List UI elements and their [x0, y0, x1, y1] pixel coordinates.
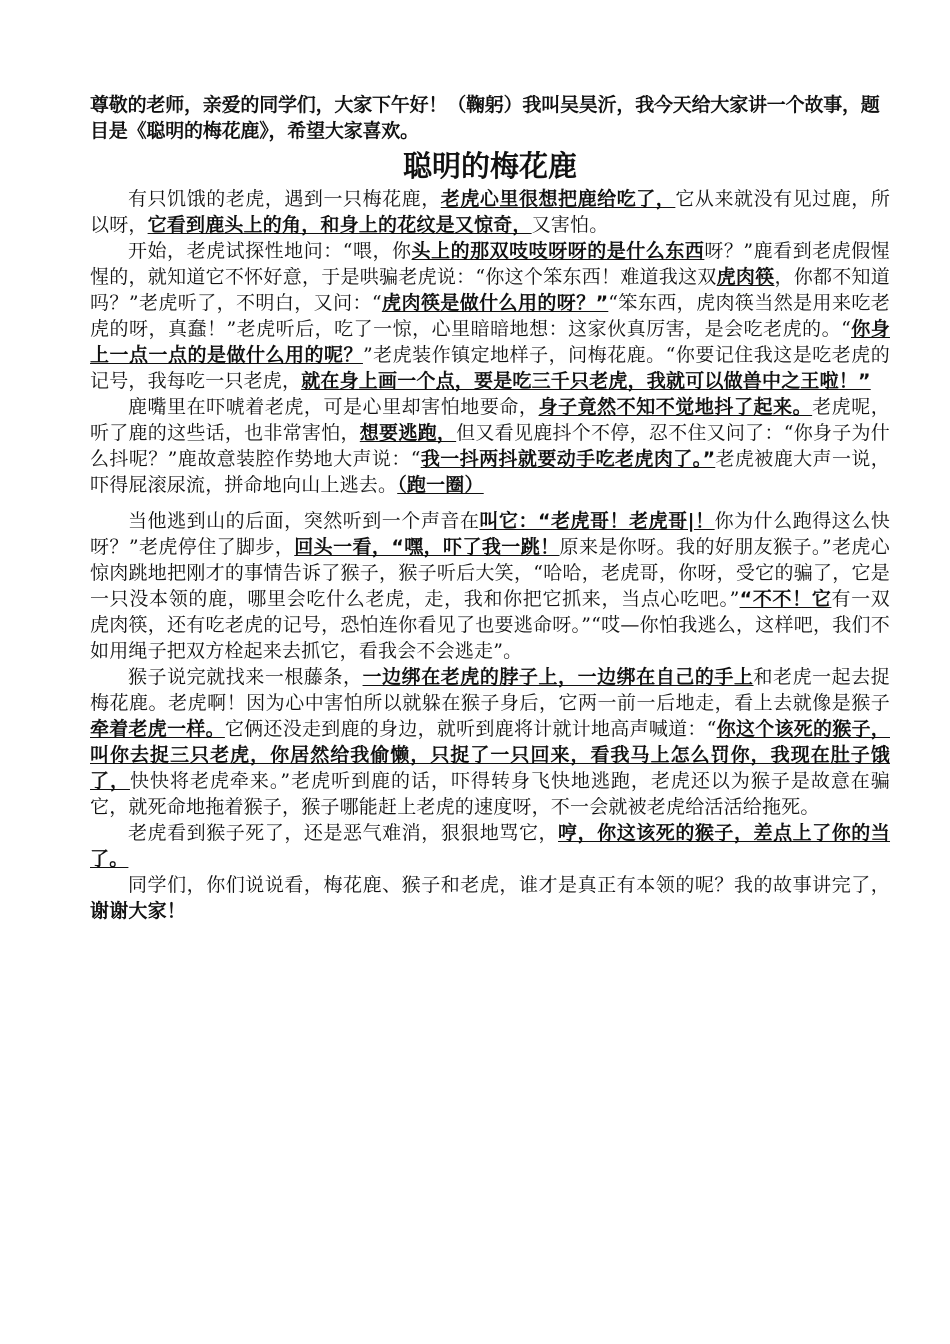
text-run: “笨东西，虎肉筷当然是用来吃老虎的呀，真蠢！”老虎听后，吃了一惊，心里暗暗地想：这家伙真厉害，是会吃老虎的。“ — [90, 292, 890, 340]
emphasized-text: 一边绑在老虎的脖子上，一边绑在自己的手上 — [362, 666, 754, 688]
emphasized-text: 老虎心里很想把鹿给吃了， — [440, 188, 676, 210]
text-run: 原来是你呀。我的好朋友猴子。”老虎心惊肉跳地把刚才的事情告诉了猴子，猴子听后大笑，“哈哈，老虎哥，你呀，受它的骗了，它是一只没本领的鹿，哪里会吃什么老虎，走，我和你把它抓来，当点心吃吧。” — [90, 536, 890, 610]
emphasized-text: 头上的那双吱吱呀呀的是什么东西 — [411, 240, 705, 262]
paragraph-6 — [90, 820, 890, 872]
text-run: 呀？”鹿看到老虎假惺惺的，就知道它不怀好意，于是哄骗老虎说：“你这个笨东西！难道我这双 — [90, 240, 890, 288]
text-run: 和老虎一起去捉梅花鹿。老虎啊！因为心中害怕所以就躲在猴子身后，它两一前一后地走，看上去就像是猴子 — [90, 666, 890, 714]
story-body — [90, 186, 890, 924]
text-run: 老虎被鹿大声一说，吓得屁滚尿流，拼命地向山上逃去。 — [90, 448, 890, 496]
emphasized-text: 身子竟然不知不觉地抖了起来。 — [538, 396, 813, 418]
paragraph-3 — [90, 394, 890, 498]
emphasized-text: 牵着老虎一样。 — [90, 718, 225, 740]
text-run: 有只饥饿的老虎，遇到一只梅花鹿， — [128, 188, 441, 210]
emphasized-text: 你身上一点一点的是做什么用的呢？ — [90, 318, 890, 366]
text-run: 鹿嘴里在吓唬着老虎，可是心里却害怕地要命， — [128, 396, 539, 418]
paragraph-5 — [90, 664, 890, 820]
text-run: 同学们，你们说说看，梅花鹿、猴子和老虎，谁才是真正有本领的呢？我的故事讲完了， — [128, 874, 890, 896]
story-title: 聪明的梅花鹿 — [402, 149, 577, 183]
text-run: 老虎看到猴子死了，还是恶气难消，狠狠地骂它， — [128, 822, 559, 844]
text-run: 但又看见鹿抖个不停，忍不住又问了：“你身子为什么抖呢？”鹿故意装腔作势地大声说：“ — [90, 422, 890, 470]
paragraph-2 — [90, 238, 890, 394]
emphasized-text: （跑一圈） — [397, 474, 484, 496]
emphasized-text: 叫它：“老虎哥！老虎哥|！ — [479, 510, 715, 532]
text-run: 快快将老虎牵来。”老虎听到鹿的话，吓得转身飞快地逃跑，老虎还以为猴子是故意在骗它，就死命地拖着猴子，猴子哪能赶上老虎的速度呀，不一会就被老虎给活活给拖死。 — [90, 770, 890, 818]
emphasized-text: 回头一看，“嘿，吓了我一跳！ — [294, 536, 560, 558]
text-run: 老虎呢，听了鹿的这些话，也非常害怕， — [90, 396, 890, 444]
text-run: 有一双虎肉筷，还有吃老虎的记号，恐怕连你看见了也要逃命呀。”“哎—你怕我逃么，这样吧，我们不如用绳子把双方栓起来去抓它，看我会不会逃走”。 — [90, 588, 890, 662]
intro-paragraph: 尊敬的老师，亲爱的同学们，大家下午好！（鞠躬）我叫吴昊沂，我今天给大家讲一个故事，题目是《聪明的梅花鹿》，希望大家喜欢。 — [90, 94, 880, 142]
text-run: 开始，老虎试探性地问：“喂，你 — [128, 240, 412, 262]
emphasized-text: 哼，你这该死的猴子，差点上了你的当了。 — [90, 822, 891, 870]
emphasized-text: 虎肉筷是做什么用的呀？” — [381, 292, 609, 314]
emphasized-text: “不不！它 — [739, 588, 832, 610]
text-run: 又害怕。 — [531, 214, 609, 236]
emphasized-text: 想要逃跑， — [359, 422, 457, 444]
text-run: 它从来就没有见过鹿，所以呀， — [90, 188, 891, 236]
text-run: 它俩还没走到鹿的身边，就听到鹿将计就计地高声喊道：“ — [224, 718, 717, 740]
emphasized-text: 它看到鹿头上的角，和身上的花纹是又惊奇， — [147, 214, 532, 236]
text-run: 猴子说完就找来一根藤条， — [128, 666, 363, 688]
bold-text: 谢谢大家！ — [90, 900, 187, 922]
text-run: ”老虎装作镇定地样子，问梅花鹿。“你要记住我这是吃老虎的记号，我每吃一只老虎， — [90, 344, 890, 392]
paragraph-7 — [90, 872, 890, 924]
paragraph-4 — [90, 508, 890, 664]
text-run: ，你都不知道吗？”老虎听了，不明白，又问：“ — [90, 266, 890, 314]
emphasized-text: 就在身上画一个点，要是吃三千只老虎，我就可以做兽中之王啦！” — [301, 370, 871, 392]
emphasized-text: 你这个该死的猴子，叫你去捉三只老虎，你居然给我偷懒，只捉了一只回来，看我马上怎么罚你，我现在肚子饿了， — [90, 718, 890, 792]
text-run: 你为什么跑得这么快呀？”老虎停住了脚步， — [90, 510, 890, 558]
emphasized-text: 虎肉筷 — [716, 266, 775, 288]
emphasized-text: 我一抖两抖就要动手吃老虎肉了。” — [420, 448, 716, 470]
paragraph-1 — [90, 186, 890, 238]
text-run: 当他逃到山的后面，突然听到一个声音在 — [128, 510, 480, 532]
